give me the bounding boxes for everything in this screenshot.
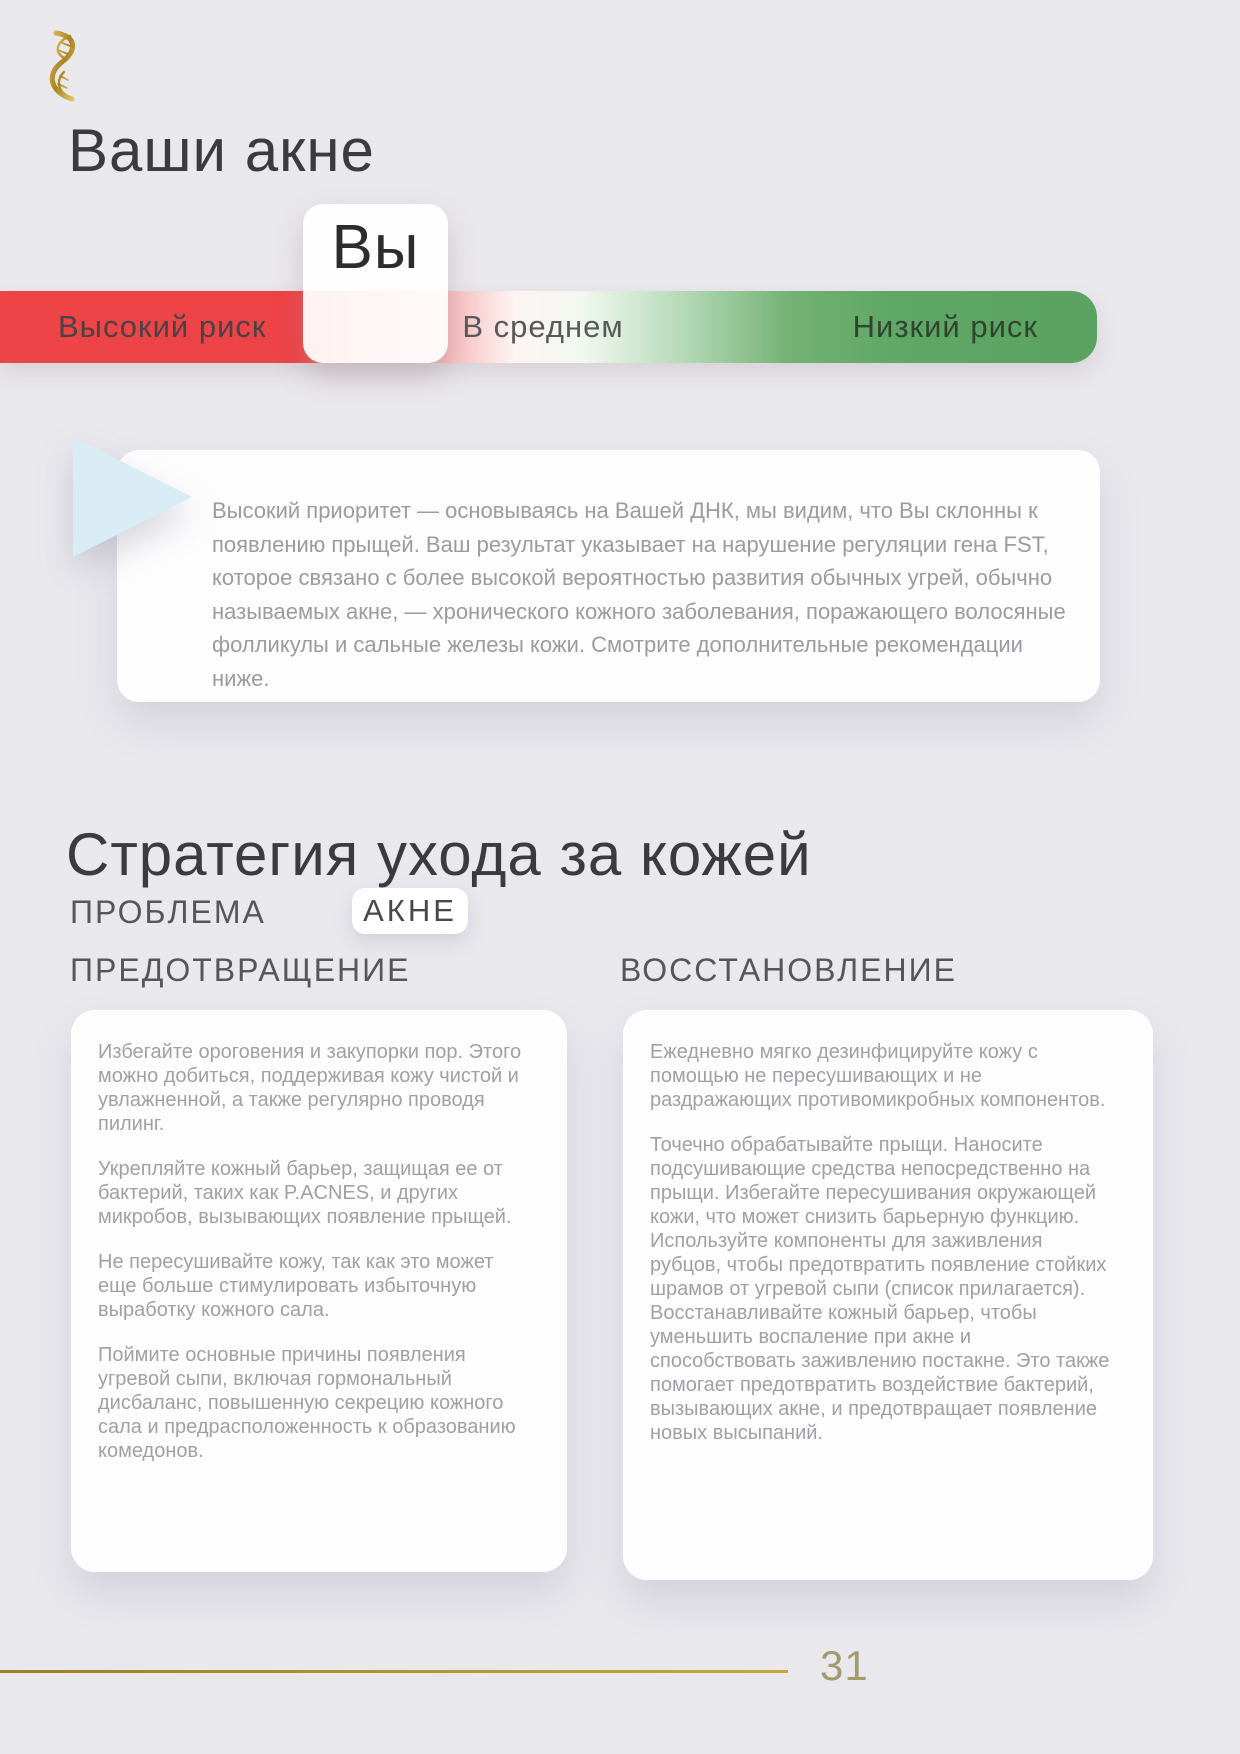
dna-logo-icon bbox=[46, 30, 82, 102]
risk-label-medium: В среднем bbox=[462, 309, 624, 344]
risk-label-low: Низкий риск bbox=[852, 309, 1038, 344]
column-heading-restoration: ВОССТАНОВЛЕНИЕ bbox=[620, 952, 957, 988]
page-title: Ваши акне bbox=[68, 117, 375, 184]
restoration-card bbox=[623, 1010, 1153, 1580]
strategy-section-title: Стратегия ухода за кожей bbox=[66, 821, 812, 888]
risk-scale-bar bbox=[0, 291, 1097, 363]
prevention-paragraph: Поймите основные причины появления угревой сыпи, включая гормональный дисбаланс, повышенную секрецию кожного сала и предрасположенность к образованию комедонов. bbox=[98, 1344, 516, 1462]
risk-marker-you bbox=[303, 204, 448, 363]
priority-callout-text: Высокий приоритет — основываясь на Вашей ДНК, мы видим, что Вы склонны к появлению прыщей. Ваш результат указывает на нарушение регуляции гена FST, которое связано с более высокой вероятностью развития обычных угрей, обычно называемых акне, — хронического кожного заболевания, поражающего волосяные фолликулы и сальные железы кожи. Смотрите дополнительные рекомендации ниже. bbox=[212, 498, 1066, 691]
prevention-paragraph: Избегайте ороговения и закупорки пор. Этого можно добиться, поддерживая кожу чистой и увлажненной, а также регулярно проводя пилинг. bbox=[98, 1041, 522, 1135]
priority-callout bbox=[117, 450, 1100, 702]
prevention-paragraph: Укрепляйте кожный барьер, защищая ее от бактерий, таких как P.ACNES, и других микробов, вызывающих появление прыщей. bbox=[98, 1158, 512, 1228]
problem-chip-label: АКНЕ bbox=[363, 893, 457, 928]
page-number: 31 bbox=[820, 1642, 869, 1689]
problem-chip bbox=[352, 888, 468, 934]
column-heading-prevention: ПРЕДОТВРАЩЕНИЕ bbox=[70, 952, 411, 988]
risk-marker-label: Вы bbox=[331, 213, 420, 282]
risk-label-high: Высокий риск bbox=[58, 309, 267, 344]
restoration-paragraph: Точечно обрабатывайте прыщи. Наносите подсушивающие средства непосредственно на прыщи. Избегайте пересушивания окружающей кожи, что может снизить барьерную функцию. Используйте компоненты для заживления рубцов, чтобы предотвратить появление стойких шрамов от угревой сыпи (список прилагается). Восстанавливайте кожный барьер, чтобы уменьшить воспаление при акне и способствовать заживлению постакне. Это также помогает предотвратить воздействие бактерий, вызывающих акне, и предотвращает появление новых высыпаний. bbox=[650, 1134, 1110, 1444]
prevention-paragraph: Не пересушивайте кожу, так как это может еще больше стимулировать избыточную выработку кожного сала. bbox=[98, 1251, 494, 1321]
prevention-card bbox=[71, 1010, 567, 1572]
footer-divider bbox=[0, 1670, 788, 1673]
callout-arrow-icon bbox=[73, 437, 192, 557]
restoration-paragraph: Ежедневно мягко дезинфицируйте кожу с помощью не пересушивающих и не раздражающих противомикробных компонентов. bbox=[650, 1041, 1106, 1111]
problem-label: ПРОБЛЕМА bbox=[70, 894, 266, 930]
